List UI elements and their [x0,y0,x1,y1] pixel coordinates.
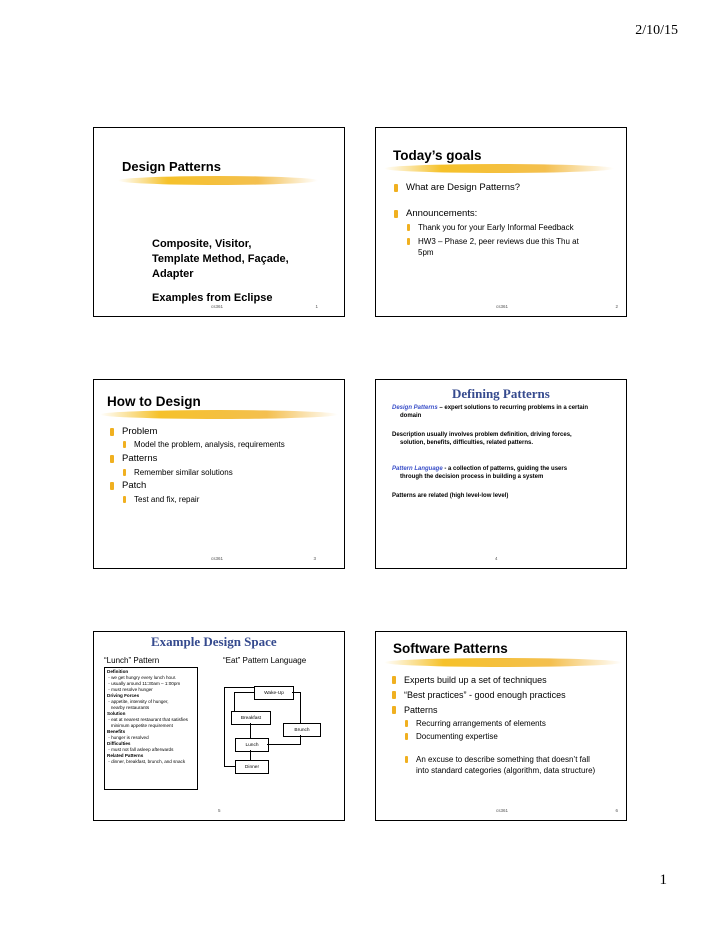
diagram-connector [224,687,225,767]
list-item-text: HW3 – Phase 2, peer reviews due this Thu at [418,237,579,246]
list-item [394,182,579,194]
bullet-icon [392,676,396,684]
paragraph [392,466,624,481]
slide-3 [93,379,345,569]
list-item-text: into standard categories (algorithm, data structure) [416,766,596,775]
pattern-line: - hunger is resolved [107,735,149,740]
slide-footer-course: cs361 [211,556,224,561]
pattern-line: - must not fall asleep afterwards [107,747,174,752]
diagram-connector [224,687,254,688]
slide-4 [375,379,627,569]
paragraph-text: – expert solutions to recurring problems in a certain [437,405,589,411]
slide-1 [93,127,345,317]
list-item-text: Patch [122,480,147,491]
list-item-text: Experts build up a set of techniques [404,675,547,685]
slide-number: 2 [615,304,618,309]
diagram-connector [300,735,301,744]
diagram-node-lunch: Lunch [235,738,269,752]
pattern-box [104,667,198,790]
diagram-connector [224,766,235,767]
bullet-icon [392,706,396,714]
diagram-node-dinner: Dinner [235,760,269,774]
list-item-text: Patterns [122,453,158,464]
diagram-connector [300,692,301,723]
bullet-list [392,674,595,776]
subtitle-line: Composite, Visitor, [152,238,252,250]
slide-5 [93,631,345,821]
slide-number: 1 [315,304,318,309]
bullet-icon [110,482,114,490]
subtitle-line: Adapter [152,268,194,280]
bullet-icon [123,469,126,476]
right-heading: “Eat” Pattern Language [223,656,307,665]
examples-text: Examples from Eclipse [152,292,273,304]
pattern-section-heading: Benefits [107,729,126,734]
slide-subtitle [152,237,289,282]
list-item [392,704,595,716]
term: Pattern Language [392,466,443,472]
list-item [394,208,579,220]
slide-number: 4 [495,556,498,561]
diagram-connector [234,692,254,693]
list-item-text: Documenting expertise [416,732,498,741]
title-highlight [100,410,338,419]
paragraph-text: solution, benefits, difficulties, related patterns. [400,439,534,446]
list-item-text: “Best practices” - good enough practices [404,690,566,700]
pattern-line: - we get hungry every lunch hour. [107,675,177,680]
bullet-list [394,182,579,258]
pattern-description [107,669,195,765]
pattern-line: - must resolve hunger [107,687,153,692]
diagram-connector [267,744,301,745]
subtitle-line: Template Method, Façade, [152,253,289,265]
slide-number: 5 [218,808,221,813]
list-item-text: Recurring arrangements of elements [416,719,546,728]
diagram-node-wakeup: Wake-Up [254,686,294,700]
list-item [392,718,595,729]
diagram-connector [250,723,251,738]
slide-title: Example Design Space [151,634,277,649]
pattern-line: - appetite, intensity of hunger, [107,699,169,704]
list-item-text: Thank you for your Early Informal Feedback [418,223,574,232]
diagram-node-brunch: Brunch [283,723,321,737]
list-item [394,236,579,258]
slide-2 [375,127,627,317]
pattern-section-heading: Driving Forces [107,693,140,698]
list-item [392,689,595,701]
list-item [394,222,579,233]
diagram-connector [234,692,235,711]
list-item-text: Test and fix, repair [134,495,200,504]
list-item-text: Model the problem, analysis, requirements [134,440,285,449]
paragraph-text: - a collection of patterns, guiding the users [442,466,568,472]
list-item-text: Problem [122,426,158,437]
list-item [392,674,595,686]
slide-number: 6 [615,808,618,813]
bullet-icon [110,455,114,463]
pattern-line: - eat at nearest restaurant that satisfies [107,717,188,722]
list-item [110,494,285,505]
list-item-text: Remember similar solutions [134,468,233,477]
pattern-section-heading: Solution [107,711,126,716]
paragraph [392,405,624,420]
slide-title: Defining Patterns [452,386,550,401]
slide-title: Design Patterns [122,159,221,174]
slide-footer-course: cs361 [496,304,509,309]
bullet-icon [110,428,114,436]
list-item [110,467,285,478]
pattern-line: - dinner, breakfast, brunch, and snack [107,759,186,764]
paragraph-text: domain [400,412,422,419]
pattern-section-heading: Definition [107,669,129,674]
list-item-text: Announcements: [406,208,478,219]
slide-footer-course: cs361 [211,304,224,309]
list-item [392,754,595,776]
paragraph [392,432,624,447]
list-item-text: What are Design Patterns? [406,182,521,193]
list-item [110,439,285,450]
bullet-icon [123,441,126,448]
bullet-icon [405,733,408,740]
paragraph-text: Patterns are related (high level-low level) [392,493,509,499]
list-item [110,426,285,438]
pattern-line: nearby restaurants [107,705,150,710]
list-item [110,453,285,465]
bullet-icon [407,224,410,231]
term: Design Patterns [392,405,438,411]
list-item-text: An excuse to describe something that doesn’t fall [416,755,590,764]
slide-6 [375,631,627,821]
paragraph [392,493,624,501]
diagram-connector [250,750,251,760]
bullet-icon [123,496,126,503]
bullet-icon [405,720,408,727]
slide-title: Today’s goals [393,148,482,163]
pattern-section-heading: Difficulties [107,741,131,746]
bullet-icon [394,184,398,192]
slide-body [392,405,624,501]
bullet-icon [407,238,410,245]
slide-title: Software Patterns [393,641,508,656]
slide-number: 3 [313,556,316,561]
slide-footer-course: cs361 [496,808,509,813]
title-highlight [118,176,318,185]
list-item [110,480,285,492]
list-item-text: 5pm [418,248,434,257]
list-item-text: Patterns [404,705,438,715]
bullet-icon [394,210,398,218]
header-date: 2/10/15 [635,23,678,38]
title-highlight [384,164,614,173]
title-highlight [384,658,622,667]
bullet-list [110,426,285,505]
paragraph-text: through the decision process in building a system [400,473,544,480]
left-heading: “Lunch” Pattern [104,656,160,665]
list-item [392,731,595,742]
page-number: 1 [659,872,667,888]
paragraph-text: Description usually involves problem definition, driving forces, [392,432,572,438]
bullet-icon [392,691,396,699]
diagram-node-breakfast: Breakfast [231,711,271,725]
pattern-section-heading: Related Patterns [107,753,144,758]
bullet-icon [405,756,408,763]
pattern-line: - usually around 11:30am – 1:00pm [107,681,181,686]
slide-title: How to Design [107,394,201,409]
pattern-line: minimum appetite requirement [107,723,173,728]
